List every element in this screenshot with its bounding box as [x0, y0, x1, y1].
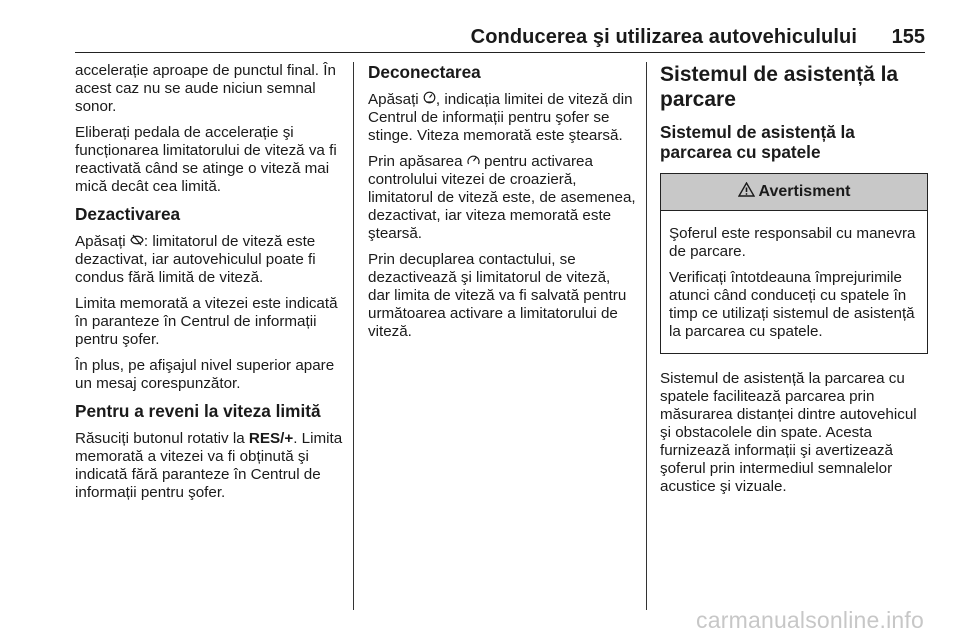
column-divider: [353, 62, 354, 610]
warning-triangle-icon: [738, 182, 755, 202]
paragraph: Limita memorată a vitezei este indicată în paranteze în Centrul de informații pentru şofer.: [75, 295, 338, 348]
section-heading-return: Pentru a reveni la viteza limită: [75, 401, 321, 421]
paragraph: În plus, pe afişajul nivel superior apare un mesaj corespunzător.: [75, 357, 335, 392]
speed-limiter-off-icon: [130, 233, 144, 251]
paragraph: Prin decuplarea contactului, se dezactivează şi limitatorul de viteză, dar limita de viteză va fi salvată pentru următoarea activare a limitatorului de viteză.: [368, 251, 627, 340]
paragraph: Sistemul de asistență la parcarea cu spatele facilitează parcarea prin măsurarea distanței dintre autovehicul şi obstacolele din spate. Acesta furnizează informații şi avertizează şoferul prin intermediul semnalelor acustice şi vizuale.: [660, 370, 917, 495]
section-heading-deactivate: Dezactivarea: [75, 204, 181, 224]
warning-paragraph: Verificați întotdeauna împrejurimile atunci când conduceți cu spatele în timp ce utilizați sistemul de asistență la parcarea cu spatele.: [669, 269, 915, 340]
page-header: [75, 22, 925, 53]
cruise-control-icon: [467, 153, 480, 171]
section-title-parking-assist: Sistemul de asistență la parcare: [660, 63, 899, 111]
page-number: 155: [891, 26, 925, 48]
paragraph: accelerație aproape de punctul final. În acest caz nu se aude niciun semnal sonor.: [75, 62, 336, 115]
header-title: Conducerea şi utilizarea autovehiculului: [470, 26, 857, 48]
column-middle: [368, 62, 636, 349]
warning-header: [661, 174, 927, 211]
paragraph: Prin apăsarea pentru activarea controlului vitezei de croazieră, limitatorul de viteză este, de asemenea, dezactivat, iar viteza memorată este ştearsă.: [368, 153, 636, 242]
paragraph: Apăsați , indicația limitei de viteză din Centrul de informații pentru şofer se stinge. Viteza memorată este ştearsă.: [368, 91, 633, 144]
warning-body: [661, 211, 927, 353]
control-label-res: RES/+: [248, 430, 294, 447]
watermark: carmanualsonline.info: [696, 607, 924, 633]
column-divider: [646, 62, 647, 610]
subsection-title-rear-parking: Sistemul de asistență la parcarea cu spatele: [660, 122, 855, 162]
paragraph: Eliberați pedala de accelerație şi funcționarea limitatorului de viteză va fi reactivată când se atinge o viteză mai mică decât cea limită.: [75, 124, 337, 195]
column-right: [660, 62, 928, 504]
paragraph: Apăsați : limitatorul de viteză este dezactivat, iar autovehiculul poate fi condus fără limită de viteză.: [75, 233, 316, 286]
warning-box: [660, 173, 928, 354]
warning-title: Avertisment: [758, 183, 851, 200]
paragraph: Răsuciți butonul rotativ la RES/+. Limita memorată a vitezei va fi obținută şi indicată fără paranteze în Centrul de informații pentru şofer.: [75, 430, 343, 501]
column-left: [75, 62, 343, 510]
section-heading-disconnect: Deconectarea: [368, 62, 481, 82]
speed-limiter-icon: [423, 91, 436, 109]
warning-paragraph: Şoferul este responsabil cu manevra de parcare.: [669, 225, 916, 260]
